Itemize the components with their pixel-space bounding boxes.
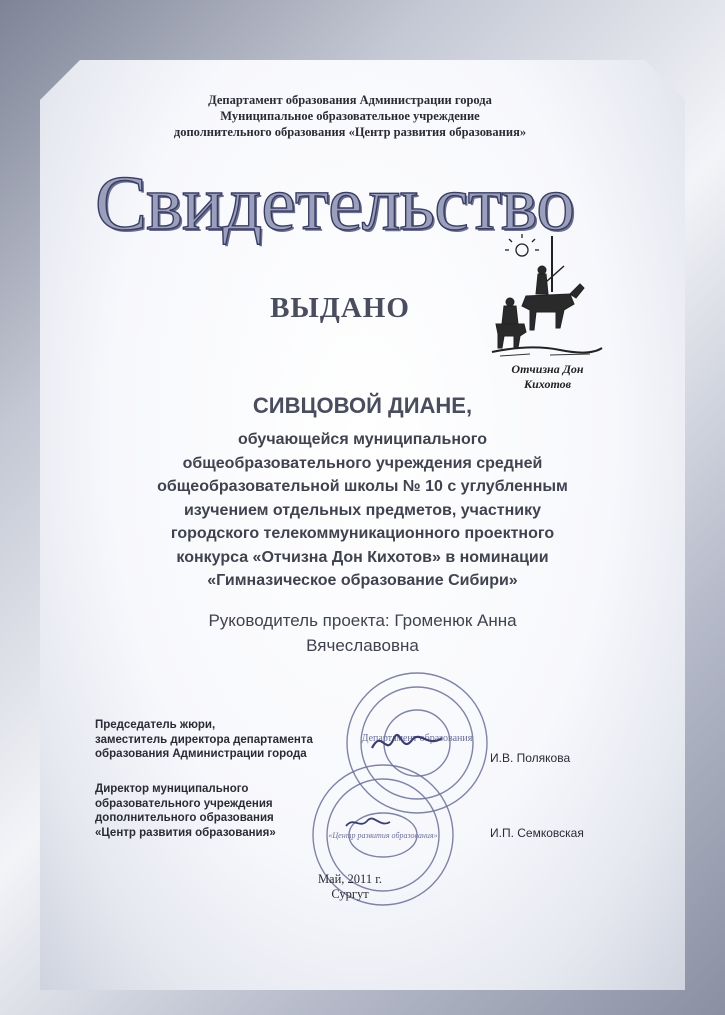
- knight-figure: [522, 236, 584, 330]
- description-line: общеобразовательного учреждения средней: [182, 454, 543, 472]
- description-line: конкурса «Отчизна Дон Кихотов» в номинации: [176, 548, 549, 566]
- signatory1-name: И.В. Полякова: [490, 751, 571, 765]
- stamp1-center-text: Департамент образования: [361, 733, 473, 744]
- leader-line: Вячеславовна: [306, 636, 419, 655]
- description-line: городского телекоммуникационного проектного: [170, 525, 555, 542]
- description-line: общеобразовательной школы № 10 с углубленным: [157, 478, 568, 495]
- signatory1-position: [95, 718, 335, 762]
- header-line: Муниципальное образовательное учреждение: [220, 109, 480, 123]
- don-quixote-logo: [490, 232, 605, 382]
- header-line: дополнительного образования «Центр развития образования»: [173, 125, 527, 139]
- logo-caption: Отчизна Дон Кихотов: [511, 362, 584, 391]
- stamp2-center-text: «Центр развития образования»: [328, 831, 438, 840]
- signatory2-position: [95, 782, 315, 840]
- position-line: образования Администрации города: [95, 748, 307, 760]
- position-line: Директор муниципального: [95, 783, 249, 795]
- certificate-title: Свидетельство: [95, 159, 575, 246]
- position-line: «Центр развития образования»: [95, 826, 276, 839]
- sun-icon: [505, 234, 539, 256]
- ground-line: [492, 347, 602, 352]
- description-line: изучением отдельных предметов, участнику: [183, 501, 542, 519]
- header-line: Департамент образования Администрации города: [208, 93, 492, 107]
- project-leader: [100, 608, 625, 658]
- recipient-name: СИВЦОВОЙ ДИАНЕ,: [252, 393, 473, 418]
- description-line: обучающейся муниципального: [237, 431, 488, 448]
- issued-label: ВЫДАНО: [270, 292, 410, 324]
- date-line: Май, 2011 г.: [317, 872, 383, 886]
- description-line: «Гимназическое образование Сибири»: [207, 572, 518, 589]
- position-line: дополнительного образования: [95, 812, 274, 824]
- award-description: [95, 428, 630, 593]
- issuer-header: [120, 92, 580, 140]
- signatory2-name: И.П. Семковская: [490, 826, 584, 840]
- companion-figure: [496, 298, 526, 348]
- date-place: [295, 872, 405, 902]
- position-line: заместитель директора департамента: [95, 733, 313, 746]
- place-line: Сургут: [331, 887, 369, 901]
- position-line: Председатель жюри,: [95, 719, 216, 731]
- position-line: образовательного учреждения: [95, 797, 273, 810]
- leader-line: Руководитель проекта: Громенюк Анна: [208, 611, 517, 630]
